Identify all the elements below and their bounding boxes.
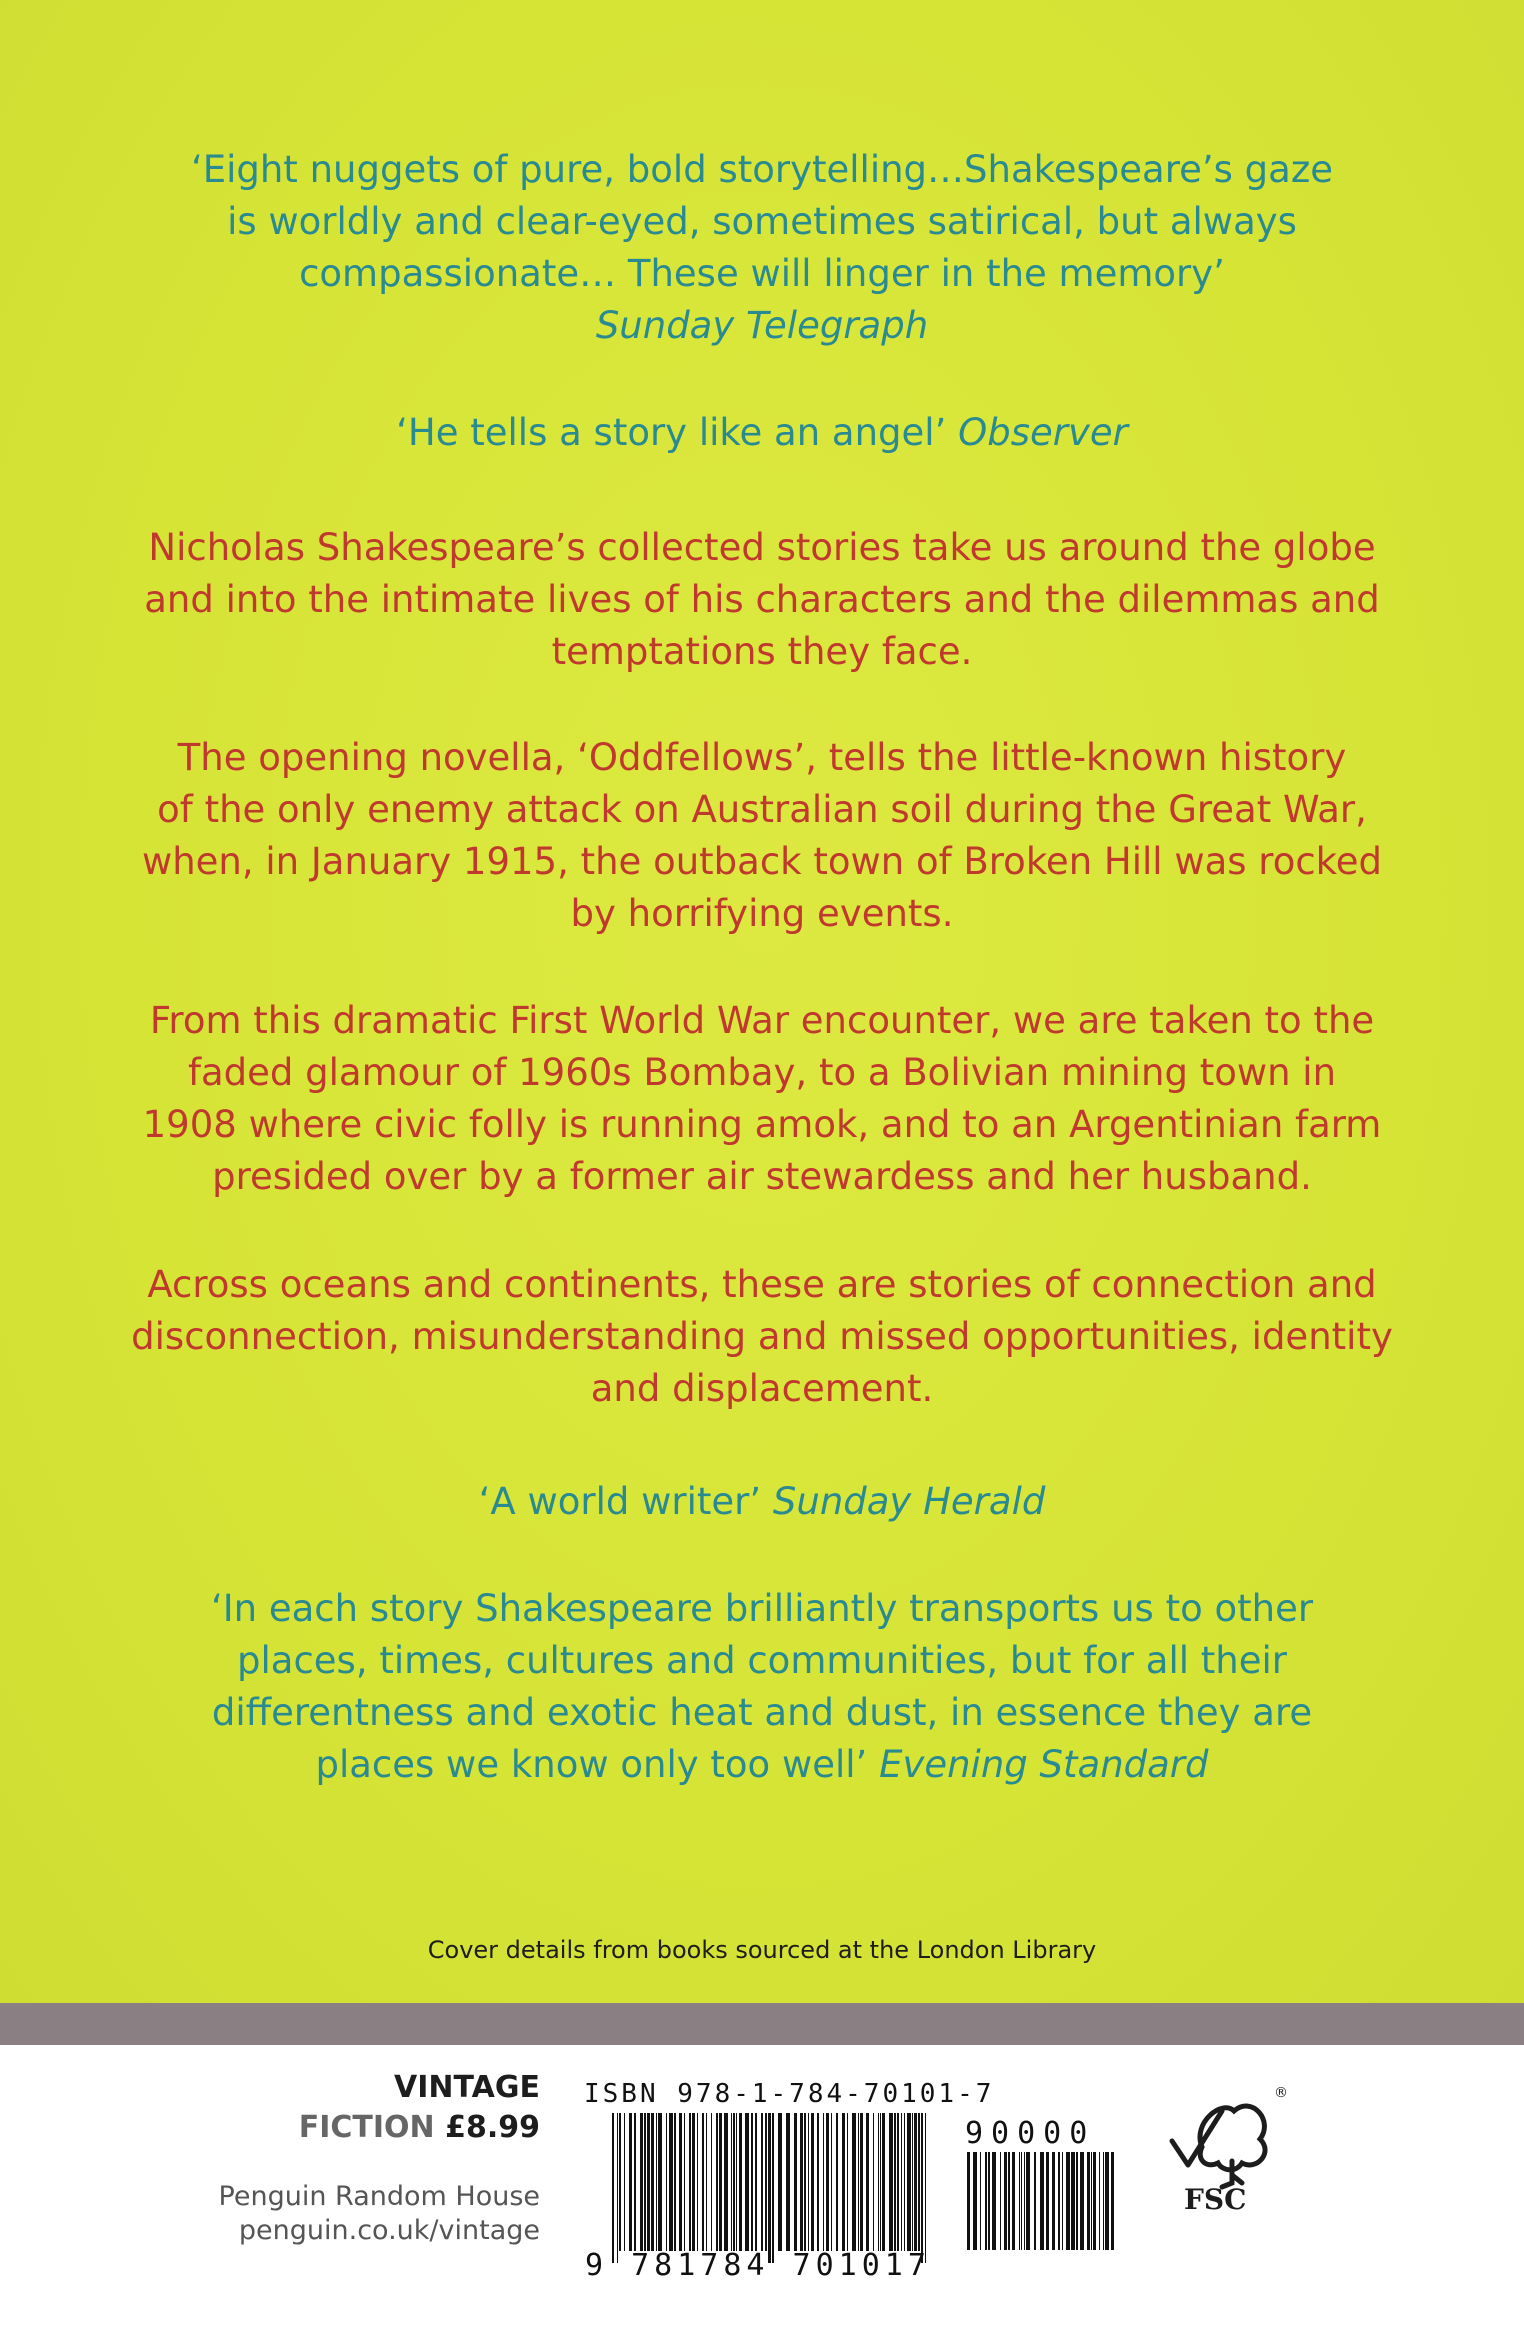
- barcode-bar: [751, 2113, 753, 2251]
- barcode-bar: [1046, 2152, 1049, 2250]
- barcode-bar: [666, 2113, 667, 2251]
- quote-text: ‘A world writer’: [478, 1480, 762, 1523]
- barcode-bar: [836, 2113, 838, 2251]
- barcode-bar: [1076, 2152, 1078, 2250]
- barcode-bar: [860, 2113, 863, 2251]
- barcode-bar: [689, 2113, 691, 2251]
- barcode-bar: [811, 2113, 814, 2251]
- barcode-bar: [697, 2113, 698, 2251]
- barcode-bar: [918, 2113, 920, 2251]
- barcode-bar: [921, 2113, 923, 2263]
- barcode-bar: [739, 2113, 742, 2251]
- text-line: temptations they face.: [551, 630, 973, 673]
- barcode-bar: [768, 2113, 771, 2263]
- barcode-bar: [985, 2152, 987, 2250]
- barcode-bar: [880, 2113, 881, 2251]
- text-line: disconnection, misunderstanding and missed opportunities, identity: [131, 1315, 1393, 1358]
- barcode-bar: [925, 2113, 926, 2263]
- publisher-website: penguin.co.uk/vintage: [238, 2215, 540, 2246]
- barcode-bar: [619, 2113, 621, 2251]
- barcode-bar: [719, 2113, 722, 2251]
- barcode-bar: [894, 2113, 896, 2251]
- quote-source: Sunday Herald: [772, 1480, 1046, 1523]
- quote-text: ‘He tells a story like an angel’: [396, 411, 947, 454]
- description-paragraph-4: [80, 1259, 1444, 1415]
- barcode-bar: [1034, 2152, 1036, 2250]
- barcode-bar: [1052, 2152, 1055, 2250]
- barcode-bar: [629, 2113, 632, 2251]
- description-paragraph-3: [80, 995, 1444, 1203]
- isbn-label: ISBN 978-1-784-70101-7: [584, 2079, 995, 2109]
- barcode-bar: [778, 2113, 782, 2251]
- barcode-bar: [702, 2113, 704, 2251]
- review-quote-sunday-herald: [80, 1476, 1444, 1528]
- barcode-bar: [658, 2113, 662, 2251]
- barcode-bar: [907, 2113, 911, 2251]
- barcode-bar: [823, 2113, 824, 2251]
- publisher-name: Penguin Random House: [218, 2181, 540, 2212]
- barcode-bar: [1099, 2152, 1100, 2250]
- barcode-bar: [897, 2113, 899, 2251]
- text-line: Across oceans and continents, these are stories of connection and: [147, 1263, 1377, 1306]
- barcode-bar: [733, 2113, 735, 2251]
- grey-divider-band: [0, 2003, 1524, 2045]
- quote-source: Sunday Telegraph: [595, 304, 929, 347]
- barcode-bar: [761, 2113, 763, 2251]
- barcode-bar: [852, 2113, 856, 2251]
- barcode-bar: [826, 2113, 829, 2251]
- quote-line: places, times, cultures and communities, but for all their: [237, 1639, 1287, 1682]
- barcode-bar: [800, 2113, 803, 2251]
- fsc-tree-logo-icon: [1162, 2083, 1288, 2216]
- addon-digits: 90000: [965, 2116, 1096, 2151]
- price-label: £8.99: [445, 2110, 540, 2145]
- barcode-bar: [679, 2113, 682, 2251]
- barcode-bar: [1066, 2152, 1070, 2250]
- barcode-bar: [716, 2113, 718, 2251]
- barcode-bar: [786, 2113, 790, 2251]
- barcode-bar: [656, 2113, 657, 2251]
- quote-line: ‘Eight nuggets of pure, bold storytelling…Shakespeare’s gaze: [190, 148, 1334, 191]
- barcode-bar: [644, 2113, 646, 2251]
- registered-mark: ®: [1274, 2085, 1288, 2101]
- barcode-bar: [794, 2113, 797, 2251]
- barcode-bar: [1021, 2152, 1022, 2250]
- imprint-block: [299, 2068, 540, 2148]
- quote-line: differentness and exotic heat and dust, in essence they are: [211, 1691, 1313, 1734]
- barcode-bar: [634, 2113, 636, 2251]
- barcode-bar: [847, 2113, 848, 2251]
- review-quote-observer: [80, 407, 1444, 459]
- publisher-block: [219, 2180, 540, 2248]
- barcode-bar: [1004, 2152, 1007, 2250]
- barcode-bar: [1012, 2152, 1015, 2250]
- barcode-bar: [640, 2113, 643, 2251]
- quote-line: places we know only too well’: [315, 1743, 868, 1786]
- barcode-bar: [889, 2113, 893, 2251]
- barcode-bar: [1071, 2152, 1075, 2250]
- quote-line: ‘In each story Shakespeare brilliantly transports us to other: [210, 1587, 1314, 1630]
- quote-line: is worldly and clear-eyed, sometimes satirical, but always: [227, 200, 1297, 243]
- barcode-bar: [1103, 2152, 1104, 2250]
- barcode-bar: [612, 2113, 614, 2263]
- barcode-bar: [1087, 2152, 1090, 2250]
- imprint-name: VINTAGE: [394, 2070, 540, 2105]
- text-line: Nicholas Shakespeare’s collected stories take us around the globe: [148, 526, 1376, 569]
- barcode-bar: [1093, 2152, 1096, 2250]
- quote-line: compassionate… These will linger in the memory’: [299, 252, 1225, 295]
- barcode-bar: [765, 2113, 767, 2251]
- barcode-bar: [1091, 2152, 1092, 2250]
- barcode-bar: [904, 2113, 905, 2251]
- barcode-bar: [1008, 2152, 1010, 2250]
- barcode-bar: [617, 2113, 618, 2263]
- barcode-bar: [745, 2113, 749, 2251]
- barcode-bar: [1080, 2152, 1084, 2250]
- barcode-bar: [988, 2152, 990, 2250]
- barcode-bar: [1058, 2152, 1060, 2250]
- barcode-bar: [804, 2113, 806, 2251]
- barcode-bar: [1024, 2152, 1025, 2250]
- barcode-bar: [651, 2113, 654, 2251]
- text-line: by horrifying events.: [570, 892, 954, 935]
- text-line: presided over by a former air stewardess and her husband.: [212, 1155, 1312, 1198]
- barcode-bar: [914, 2113, 917, 2251]
- quote-source: Evening Standard: [879, 1743, 1209, 1786]
- review-quote-sunday-telegraph: [80, 144, 1444, 352]
- barcode-bar: [873, 2113, 874, 2251]
- barcode-bar: [674, 2113, 676, 2251]
- barcode-bar: [878, 2113, 879, 2251]
- fsc-label: FSC: [1184, 2183, 1247, 2216]
- barcode-bar: [973, 2152, 977, 2250]
- barcode-bar: [831, 2113, 832, 2251]
- barcode-digits: 9 781784 701017: [585, 2248, 931, 2283]
- text-line: and into the intimate lives of his characters and the dilemmas and: [144, 578, 1380, 621]
- barcode-bar: [706, 2113, 707, 2251]
- barcode-bar: [882, 2113, 885, 2251]
- barcode-bar: [647, 2113, 650, 2251]
- category-label: FICTION: [298, 2110, 435, 2145]
- text-line: of the only enemy attack on Australian soil during the Great War,: [157, 788, 1367, 831]
- text-line: 1908 where civic folly is running amok, and to an Argentinian farm: [142, 1103, 1382, 1146]
- barcode-bar: [1000, 2152, 1001, 2250]
- barcode-icon: [610, 2113, 930, 2263]
- text-line: From this dramatic First World War encounter, we are taken to the: [149, 999, 1375, 1042]
- barcode-bar: [1026, 2152, 1030, 2250]
- text-line: when, in January 1915, the outback town of Broken Hill was rocked: [141, 840, 1383, 883]
- barcode-bar: [967, 2152, 970, 2250]
- barcode-bar: [711, 2113, 712, 2251]
- text-line: faded glamour of 1960s Bombay, to a Bolivian mining town in: [187, 1051, 1337, 1094]
- barcode-bar: [842, 2113, 845, 2251]
- barcode-bar: [808, 2113, 809, 2251]
- barcode-bar: [772, 2113, 774, 2263]
- barcode-bar: [980, 2152, 981, 2250]
- barcode-bar: [724, 2113, 728, 2251]
- barcode-bar: [858, 2113, 859, 2251]
- barcode-bar: [866, 2113, 869, 2251]
- barcode-bar: [736, 2113, 737, 2251]
- barcode-bar: [684, 2113, 685, 2251]
- text-line: and displacement.: [590, 1367, 934, 1410]
- quote-source: Observer: [958, 411, 1128, 454]
- barcode-bar: [692, 2113, 695, 2251]
- description-paragraph-1: [80, 522, 1444, 678]
- barcode-bar: [1105, 2152, 1109, 2250]
- barcode-bar: [1111, 2152, 1114, 2250]
- review-quote-evening-standard: [80, 1583, 1444, 1791]
- barcode-bar: [912, 2113, 913, 2251]
- addon-barcode-icon: [965, 2152, 1120, 2262]
- barcode-bar: [901, 2113, 902, 2251]
- barcode-bar: [669, 2113, 673, 2251]
- barcode-bar: [731, 2113, 732, 2251]
- barcode-bar: [992, 2152, 996, 2250]
- barcode-bar: [1062, 2152, 1063, 2250]
- barcode-bar: [755, 2113, 757, 2251]
- barcode-bar: [1040, 2152, 1044, 2250]
- description-paragraph-2: [80, 732, 1444, 940]
- barcode-bar: [817, 2113, 819, 2251]
- category-price: [299, 2108, 540, 2148]
- barcode-bar: [624, 2113, 625, 2251]
- barcode-bar: [1019, 2152, 1020, 2250]
- cover-credit-note: Cover details from books sourced at the London Library: [427, 1936, 1097, 1964]
- text-line: The opening novella, ‘Oddfellows’, tells the little-known history: [177, 736, 1347, 779]
